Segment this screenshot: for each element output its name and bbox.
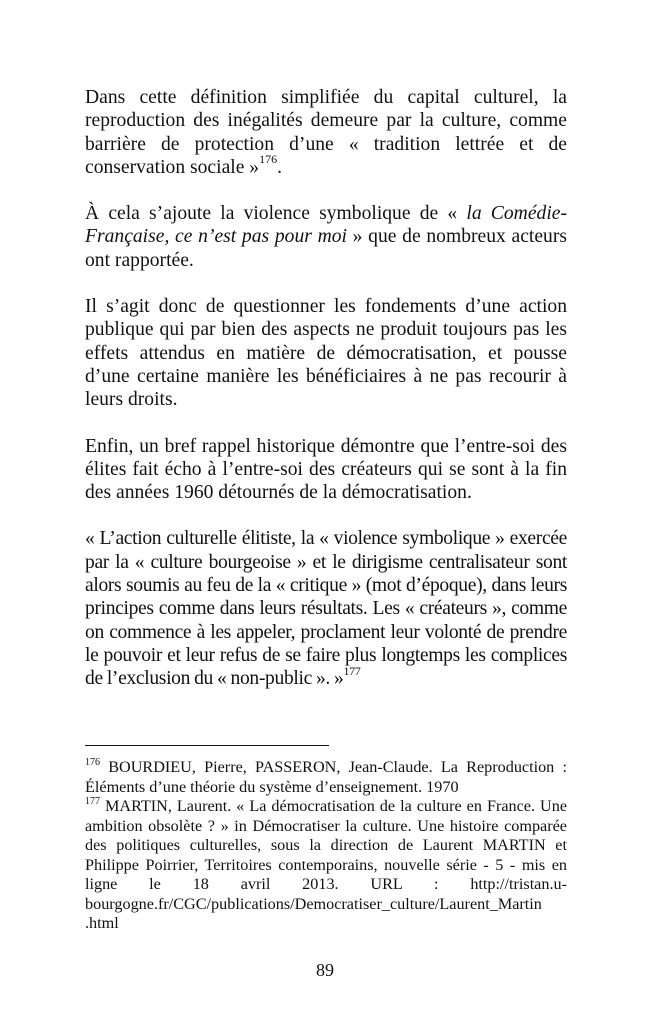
paragraph-1 [85,86,567,179]
footnotes [85,758,567,934]
footnote-177 [85,797,567,934]
paragraph-5-quotation [85,527,567,690]
body-text [85,86,567,691]
paragraph-2-text: À cela s’ajoute la violence symbolique de « [85,203,467,225]
footnote-ref-176[interactable]: 176 [259,152,278,167]
paragraph-1-end: . [277,156,283,178]
paragraph-2-quote: la Comédie-Française, ce n’est pas pour moi [85,203,567,248]
paragraph-2 [85,202,567,272]
footnote-separator [85,745,329,746]
footnote-176 [85,758,567,797]
paragraph-5-text: « L’action culturelle élitiste, la « violence symbolique » exercée par la « culture bourgeoise » et le dirigisme centralisateur sont alors soumis au feu de la « critique » (mot d’époque), dans leurs principes comme dans leurs résultats. Les « créateurs », comme on commence à les appeler, proclament leur volonté de prendre le pouvoir et leur refus de se faire plus longtemps les complices de l’exclusion du « non-public ». » [85,528,567,690]
page-number: 89 [316,960,334,980]
footnote-177-text: MARTIN, Laurent. « La démocratisation de la culture en France. Une ambition obsolète ? » in Démocratiser la culture. Une histoire comparée des politiques culturelles, sous la direction de Laurent MARTIN et Philippe Poirrier, Territoires contemporains, nouvelle série - 5 - mis en ligne le 18 avril 2013. URL : http://tristan.u-bourgogne.fr/CGC/publications/Democratiser_culture/Laurent_Martin .html [85,797,567,932]
paragraph-2-end: » que de nombreux acteurs ont rapportée. [85,226,567,271]
paragraph-1-text: Dans cette définition simplifiée du capital culturel, la reproduction des inégalités demeure par la culture, comme barrière de protection d’une « tradition lettrée et de conservation sociale » [85,87,567,178]
footnote-number-176: 176 [85,756,100,768]
paragraph-4: Enfin, un bref rappel historique démontre que l’entre-soi des élites fait écho à l’entre-soi des créateurs qui se sont à la fin des années 1960 détournés de la démocratisation. [85,435,567,504]
footnote-number-177: 177 [85,795,100,807]
footnote-ref-177[interactable]: 177 [343,663,361,678]
paragraph-3: Il s’agit donc de questionner les fondements d’une action publique qui par bien des aspects ne produit toujours pas les effets attendus en matière de démocratisation, et pousse d’une certaine manière les bénéficiaires à ne pas recourir à leurs droits. [85,296,567,411]
footnote-176-text: BOURDIEU, Pierre, PASSERON, Jean-Claude. La Reproduction : Éléments d’une théorie du système d’enseignement. 1970 [85,758,567,796]
